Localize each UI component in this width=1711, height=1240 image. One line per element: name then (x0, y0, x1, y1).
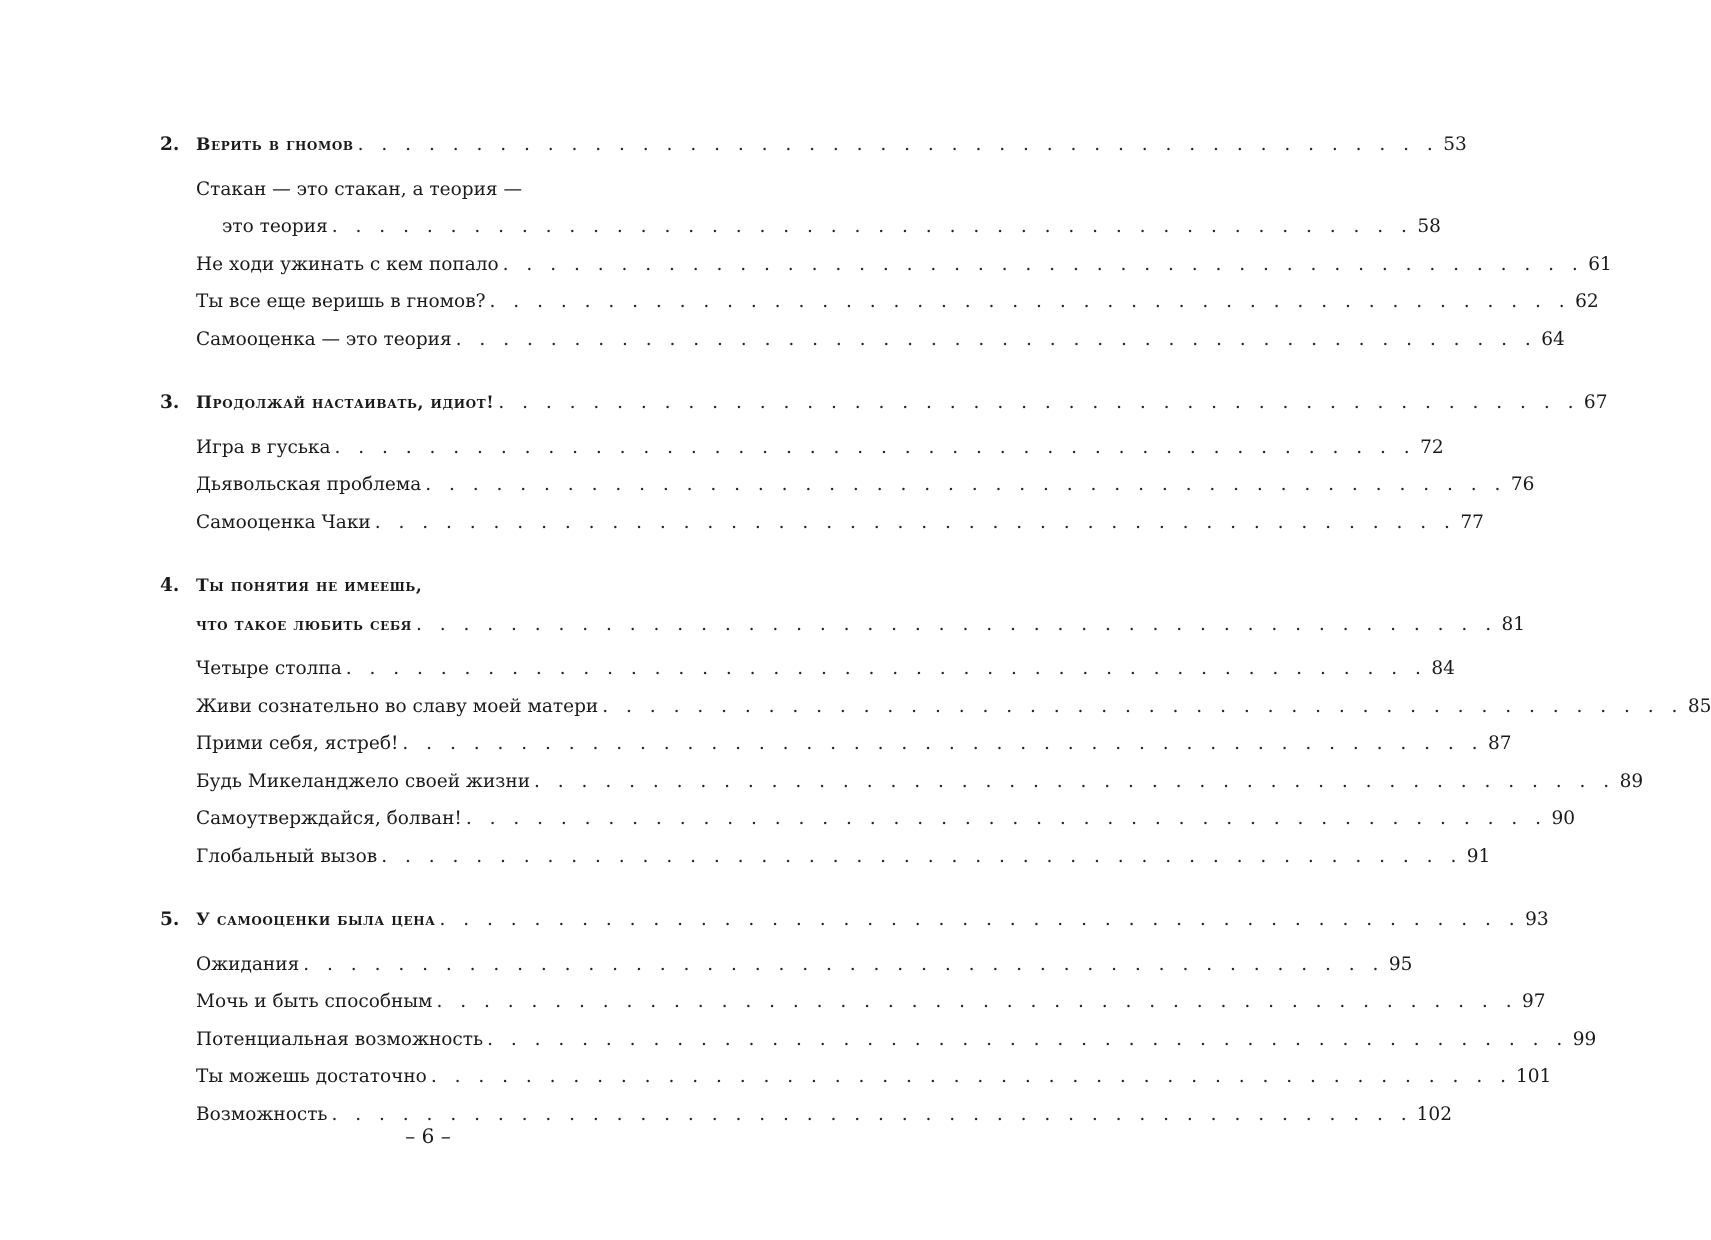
table-of-contents (160, 126, 1711, 1159)
section-title: Не ходи ужинать с кем попало (196, 253, 499, 275)
section-row (160, 171, 738, 209)
dot-leader: . . . . . . . . . . . . . . . . . . . . . . . . . . . . . . . . . . . . . . . . . . . . . . (534, 770, 1616, 792)
page-number: 102 (1416, 1103, 1452, 1125)
page-number: 67 (1583, 392, 1608, 413)
chapter-number: 3. (160, 392, 180, 413)
dot-leader: . . . . . . . . . . . . . . . . . . . . . . . . . . . . . . . . . . . . . . . . . . . . . . (436, 991, 1518, 1012)
section-title: Дьявольская проблема (196, 474, 422, 495)
section-title: Ты можешь достаточно (196, 1066, 427, 1087)
page-number: 72 (1420, 436, 1444, 458)
page-number: 77 (1460, 511, 1484, 533)
page-number: 97 (1522, 991, 1546, 1012)
page-number: 90 (1551, 808, 1575, 829)
section-row (160, 650, 1455, 688)
chapter-title: У самооценки была цена (196, 910, 436, 930)
page-folio: – 6 – (405, 1124, 451, 1148)
section-title: Ожидания (196, 953, 300, 975)
page-number: 81 (1501, 613, 1526, 635)
section-row (160, 983, 1546, 1021)
chapter-title-row (160, 901, 1549, 940)
section-row (160, 321, 1565, 359)
page-number: 87 (1488, 733, 1512, 754)
dot-leader: . . . . . . . . . . . . . . . . . . . . . . . . . . . . . . . . . . . . . . . . . . . . . . (502, 253, 1584, 275)
dot-leader: . . . . . . . . . . . . . . . . . . . . . . . . . . . . . . . . . . . . . . . . . . . . . . (455, 328, 1537, 350)
chapter-title: Верить в гномов (196, 135, 354, 155)
section-row (160, 246, 1612, 284)
page-number: 91 (1466, 845, 1491, 867)
section-row (160, 688, 1711, 726)
page-number: 64 (1541, 328, 1565, 350)
dot-leader: . . . . . . . . . . . . . . . . . . . . . . . . . . . . . . . . . . . . . . . . . . . . . . (487, 1028, 1569, 1050)
section-row (160, 1021, 1597, 1059)
section-row (160, 946, 1413, 984)
dot-leader: . . . . . . . . . . . . . . . . . . . . . . . . . . . . . . . . . . . . . . . . . . . . . . (602, 695, 1684, 717)
dot-leader: . . . . . . . . . . . . . . . . . . . . . . . . . . . . . . . . . . . . . . . . . . . . . . (415, 613, 1498, 635)
dot-leader: . . . . . . . . . . . . . . . . . . . . . . . . . . . . . . . . . . . . . . . . . . . . . . (498, 392, 1580, 413)
section-row (160, 725, 1512, 763)
page-number: 62 (1575, 291, 1599, 312)
dot-leader: . . . . . . . . . . . . . . . . . . . . . . . . . . . . . . . . . . . . . . . . . . . . . . (331, 216, 1413, 237)
chapter-title-row (160, 606, 1526, 645)
chapter-number: 2. (160, 134, 180, 155)
section-title: Самооценка Чаки (196, 511, 371, 533)
section-row (160, 283, 1599, 321)
section-title: Потенциальная возможность (196, 1028, 484, 1050)
section-row (160, 763, 1644, 801)
chapter-title-row (160, 567, 738, 606)
chapter-2 (160, 126, 1612, 358)
page-number: 76 (1510, 474, 1535, 495)
dot-leader: . . . . . . . . . . . . . . . . . . . . . . . . . . . . . . . . . . . . . . . . . . . . . . (489, 291, 1571, 312)
section-title: Прими себя, ястреб! (196, 733, 399, 754)
dot-leader: . . . . . . . . . . . . . . . . . . . . . . . . . . . . . . . . . . . . . . . . . . . . . . (430, 1066, 1512, 1087)
dot-leader: . . . . . . . . . . . . . . . . . . . . . . . . . . . . . . . . . . . . . . . . . . . . . . (402, 733, 1484, 754)
page-number: 89 (1619, 770, 1644, 792)
dot-leader: . . . . . . . . . . . . . . . . . . . . . . . . . . . . . . . . . . . . . . . . . . . . . . (381, 845, 1463, 867)
section-row (160, 208, 1441, 246)
section-title: Самооценка — это теория (196, 328, 452, 350)
page-number: 85 (1687, 695, 1711, 717)
section-row (160, 800, 1575, 838)
dot-leader: . . . . . . . . . . . . . . . . . . . . . . . . . . . . . . . . . . . . . . . . . . . . . . (331, 1103, 1413, 1125)
chapter-number: 4. (160, 575, 180, 596)
chapter-title: что такое любить себя (196, 614, 412, 635)
section-title: Возможность (196, 1103, 328, 1125)
section-title: это теория (222, 216, 328, 237)
section-row (160, 1058, 1552, 1096)
dot-leader: . . . . . . . . . . . . . . . . . . . . . . . . . . . . . . . . . . . . . . . . . . . . . . (439, 909, 1521, 930)
dot-leader: . . . . . . . . . . . . . . . . . . . . . . . . . . . . . . . . . . . . . . . . . . . . . . (303, 953, 1385, 975)
page-number: 53 (1443, 134, 1467, 155)
page-number: 101 (1515, 1066, 1552, 1087)
section-title: Самоутверждайся, болван! (196, 808, 462, 829)
section-title: Игра в гуська (196, 436, 331, 458)
dot-leader: . . . . . . . . . . . . . . . . . . . . . . . . . . . . . . . . . . . . . . . . . . . . . . (345, 658, 1427, 679)
chapter-number: 5. (160, 909, 180, 930)
section-title: Четыре столпа (196, 658, 342, 679)
chapter-title-row (160, 384, 1608, 423)
page-number: 95 (1388, 953, 1413, 975)
section-row (160, 429, 1444, 467)
dot-leader: . . . . . . . . . . . . . . . . . . . . . . . . . . . . . . . . . . . . . . . . . . . . . . (374, 511, 1456, 533)
chapter-title-row (160, 126, 1467, 165)
chapter-4 (160, 567, 1711, 875)
dot-leader: . . . . . . . . . . . . . . . . . . . . . . . . . . . . . . . . . . . . . . . . . . . . . . (465, 808, 1547, 829)
page-number: 99 (1572, 1028, 1597, 1050)
section-row (160, 466, 1535, 504)
section-title: Глобальный вызов (196, 845, 378, 867)
section-title: Мочь и быть способным (196, 991, 433, 1012)
chapter-title-line1: Ты понятия не имеешь, (196, 576, 423, 596)
chapter-3 (160, 384, 1608, 541)
section-title-line1: Стакан — это стакан, а теория — (196, 178, 522, 200)
page-number: 93 (1525, 909, 1549, 930)
chapter-5 (160, 901, 1597, 1133)
section-title: Живи сознательно во славу моей матери (196, 695, 599, 717)
section-row (160, 504, 1484, 542)
page-number: 58 (1417, 216, 1441, 237)
page-number: 84 (1431, 658, 1455, 679)
chapter-title: Продолжай настаивать, идиот! (196, 393, 495, 413)
page-number: 61 (1588, 253, 1612, 275)
dot-leader: . . . . . . . . . . . . . . . . . . . . . . . . . . . . . . . . . . . . . . . . . . . . . . (425, 474, 1507, 495)
section-title: Будь Микеланджело своей жизни (196, 770, 531, 792)
section-title: Ты все еще веришь в гномов? (196, 291, 486, 312)
dot-leader: . . . . . . . . . . . . . . . . . . . . . . . . . . . . . . . . . . . . . . . . . . . . . . (334, 436, 1416, 458)
dot-leader: . . . . . . . . . . . . . . . . . . . . . . . . . . . . . . . . . . . . . . . . . . . . . . (357, 134, 1439, 155)
section-row (160, 838, 1491, 876)
